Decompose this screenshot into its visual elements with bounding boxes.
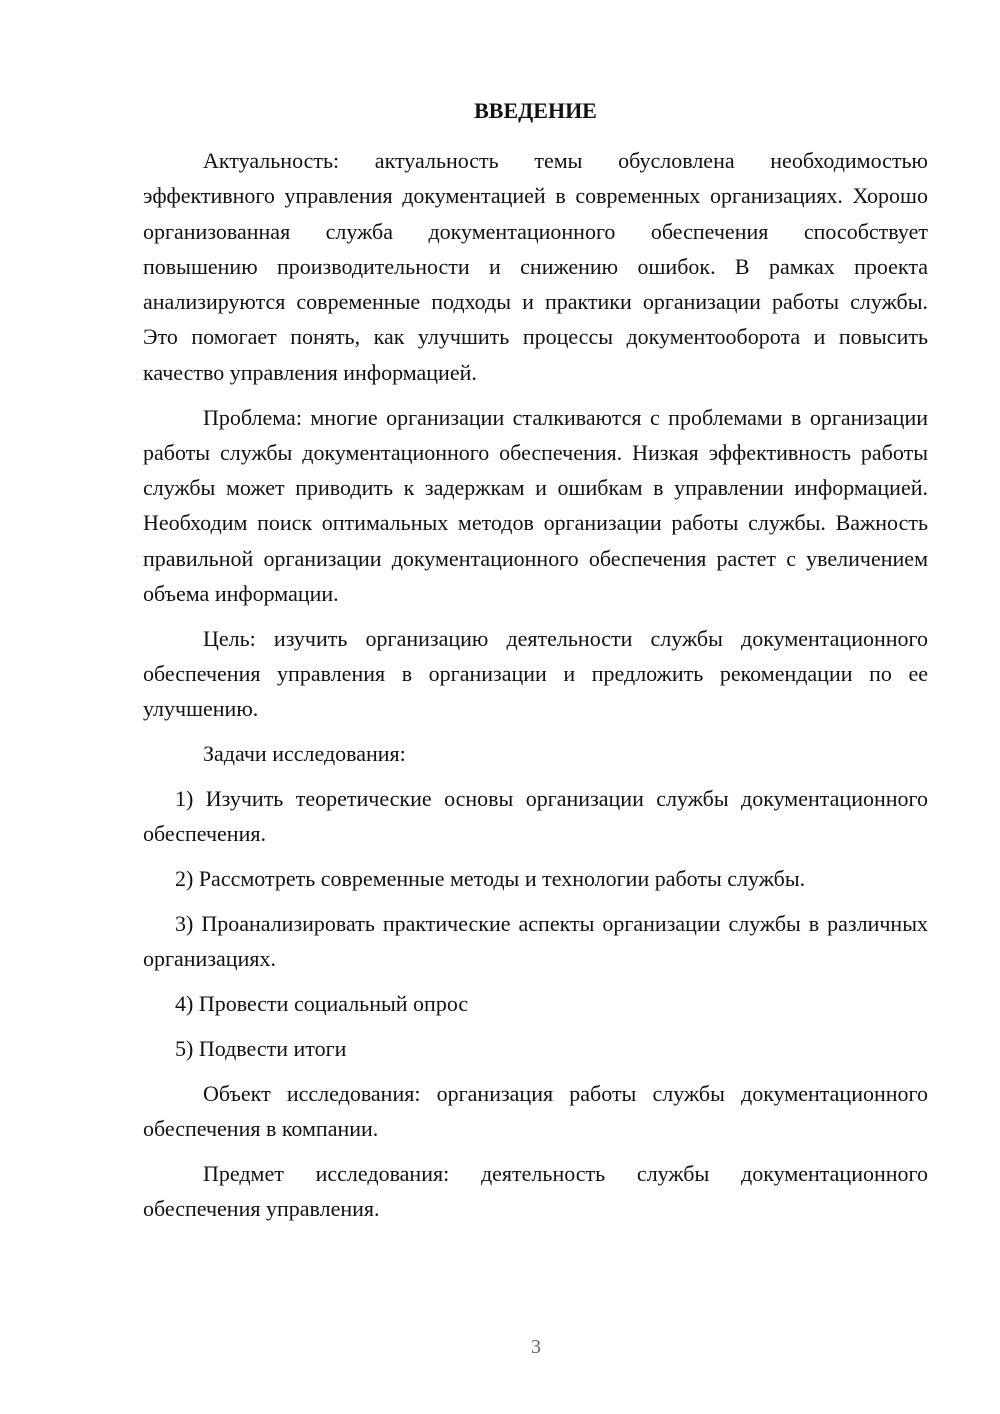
document-body bbox=[143, 143, 928, 1236]
paragraph-problem: Проблема: многие организации сталкиваются с проблемами в организации работы службы документационного обеспечения. Низкая эффективность работы службы может приводить к задержкам и ошибкам в управлении информацией. Необходим поиск оптимальных методов организации работы службы. Важность правильной организации документационного обеспечения растет с увеличением объема информации. bbox=[143, 404, 928, 607]
paragraph-goal: Цель: изучить организацию деятельности службы документационного обеспечения управления в организации и предложить рекомендации по ее улучшению. bbox=[143, 625, 928, 722]
tasks-heading: Задачи исследования: bbox=[203, 741, 406, 767]
task-item-3: 3) Проанализировать практические аспекты организации службы в различных организациях. bbox=[143, 910, 928, 972]
task-item-5: 5) Подвести итоги bbox=[175, 1035, 347, 1061]
paragraph-relevance: Актуальность: актуальность темы обусловлена необходимостью эффективного управления документацией в современных организациях. Хорошо организованная служба документационного обеспечения способствует повышению производительности и снижению ошибок. В рамках проекта анализируются современные подходы и практики организации работы службы. Это помогает понять, как улучшить процессы документооборота и повысить качество управления информацией. bbox=[143, 148, 928, 385]
page-number: 3 bbox=[531, 1336, 541, 1358]
page-title: ВВЕДЕНИЕ bbox=[474, 98, 597, 123]
task-item-1: 1) Изучить теоретические основы организации службы документационного обеспечения. bbox=[143, 786, 928, 847]
paragraph-object: Объект исследования: организация работы службы документационного обеспечения в компании. bbox=[143, 1080, 928, 1141]
paragraph-subject: Предмет исследования: деятельность службы документационного обеспечения управления. bbox=[143, 1160, 928, 1222]
task-item-4: 4) Провести социальный опрос bbox=[175, 991, 469, 1017]
task-item-2: 2) Рассмотреть современные методы и технологии работы службы. bbox=[175, 866, 806, 892]
